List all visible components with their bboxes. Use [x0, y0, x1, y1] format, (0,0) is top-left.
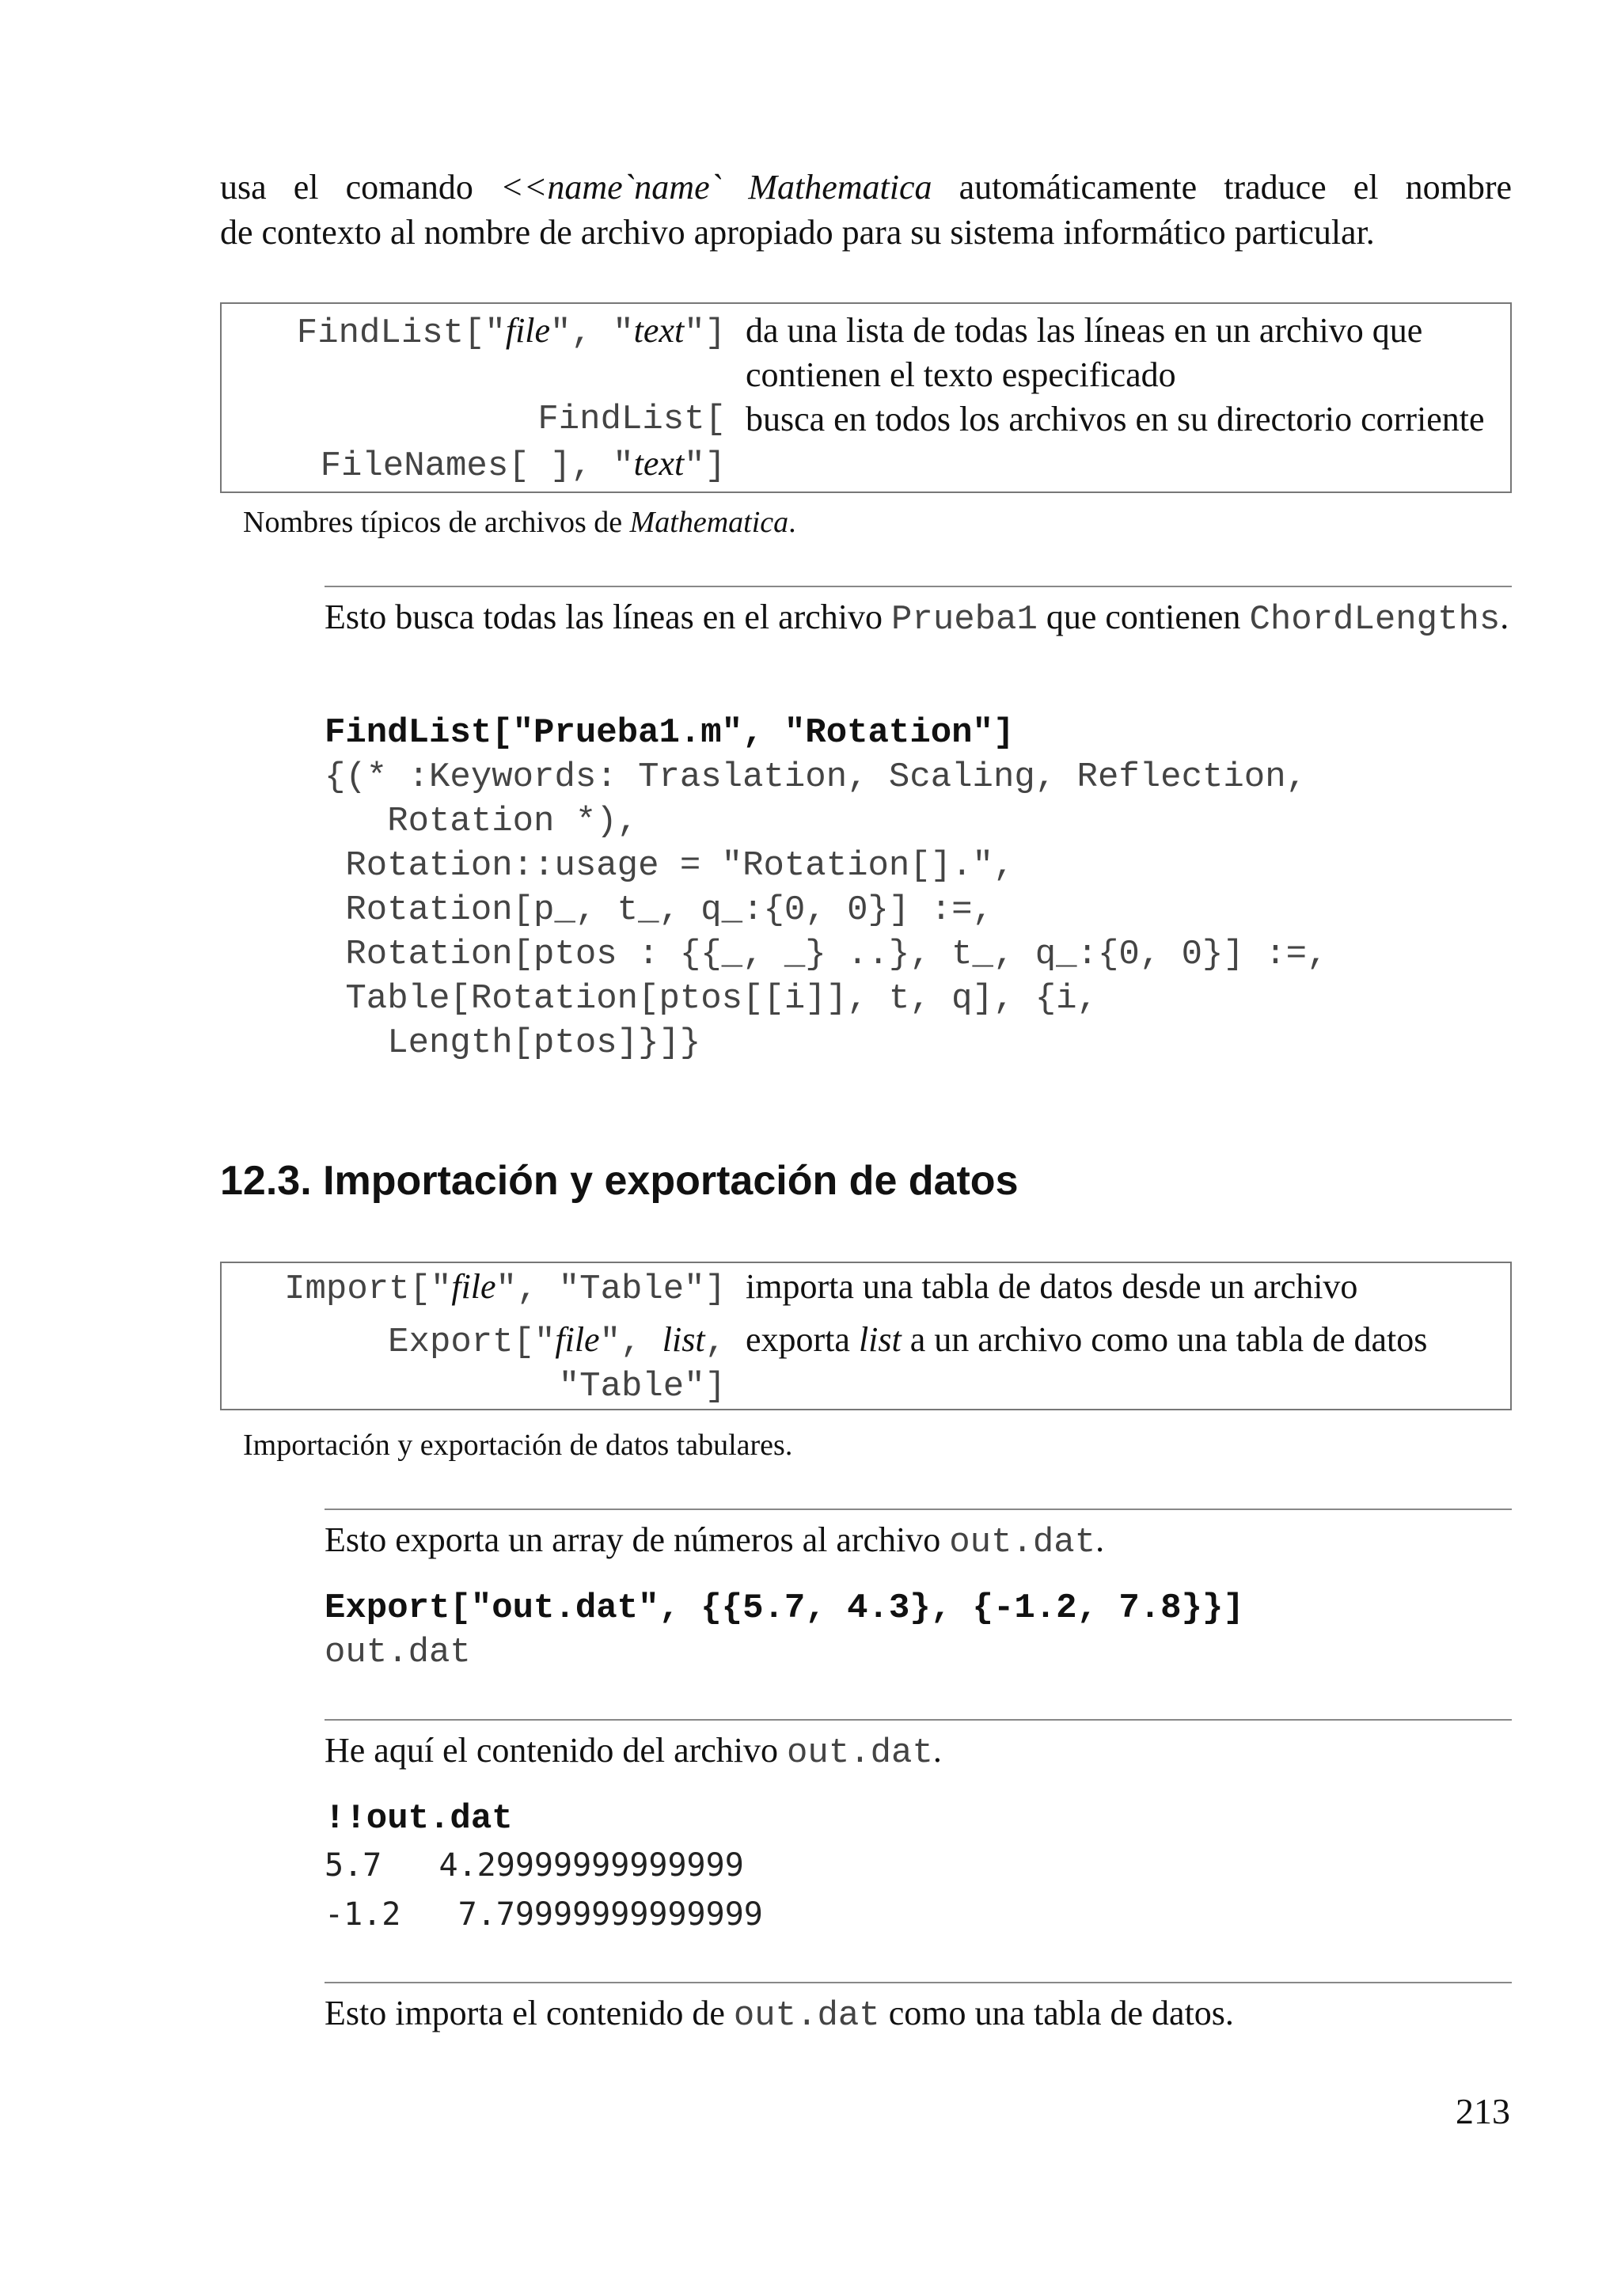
definition-row: [222, 309, 1510, 397]
definition-command: FindList["file", "text"]: [296, 311, 726, 353]
definition-command: Export["file", list, "Table"]: [388, 1320, 726, 1406]
definition-row: [222, 397, 1510, 488]
cell-text: Esto exporta un array de números al archivo out.dat.: [325, 1520, 1105, 1562]
input-cell: FindList["Prueba1.m", "Rotation"]: [325, 713, 1015, 753]
definition-command: FindList[ FileNames[ ], "text"]: [320, 400, 726, 486]
cell-text: He aquí el contenido del archivo out.dat.: [325, 1731, 942, 1773]
definition-row: [222, 1318, 1510, 1409]
intro-paragraph: [220, 165, 1512, 255]
definition-description: importa una tabla de datos desde un archivo: [746, 1267, 1358, 1306]
page-number: 213: [1456, 2091, 1510, 2131]
table-caption: Nombres típicos de archivos de Mathematica.: [243, 506, 796, 539]
cell-divider: [325, 1982, 1512, 1983]
cell-divider: [325, 1719, 1512, 1721]
findlist-definition-table: [220, 302, 1512, 493]
section-heading: 12.3. Importación y exportación de datos: [220, 1158, 1019, 1204]
input-cell: !!out.dat: [325, 1799, 513, 1839]
definition-description: exporta list a un archivo como una tabla de datos: [746, 1320, 1428, 1359]
table-caption: Importación y exportación de datos tabulares.: [243, 1429, 793, 1462]
context-command: <<name`name`: [499, 168, 722, 207]
intro-line-2: de contexto al nombre de archivo apropiado para su sistema informático particular.: [220, 213, 1375, 252]
definition-row: [222, 1265, 1510, 1311]
app-name: Mathematica: [748, 168, 932, 207]
cell-text: Esto importa el contenido de out.dat como una tabla de datos.: [325, 1994, 1234, 2036]
output-cell: out.dat: [325, 1633, 471, 1672]
cell-divider: [325, 1509, 1512, 1510]
cell-divider: [325, 586, 1512, 587]
cell-text: Esto busca todas las líneas en el archivo Prueba1 que contienen ChordLengths.: [325, 598, 1509, 639]
output-cell: 5.7 4.29999999999999 -1.2 7.79999999999999: [325, 1847, 763, 1933]
definition-description: busca en todos los archivos en su directorio corriente: [746, 400, 1485, 438]
output-cell: {(* :Keywords: Traslation, Scaling, Reflection, Rotation *), Rotation::usage = "Rotation[].", Rotation[p_, t_, q_:{0, 0}] :=, Rotation[ptos : {{_, _} ..}, t_, q_:{0, 0}] :=, Table[Rotation[ptos[[i]], t, q], {i, Length[ptos]}]}: [325, 757, 1328, 1063]
definition-command: Import["file", "Table"]: [284, 1267, 726, 1309]
intro-line-1: usa el comando <<name`name` Mathematica automáticamente traduce el nombre: [220, 168, 1512, 207]
input-cell: Export["out.dat", {{5.7, 4.3}, {-1.2, 7.8}}]: [325, 1588, 1244, 1628]
import-export-definition-table: [220, 1262, 1512, 1410]
definition-description: da una lista de todas las líneas en un archivo que contienen el texto especificado: [746, 311, 1423, 394]
